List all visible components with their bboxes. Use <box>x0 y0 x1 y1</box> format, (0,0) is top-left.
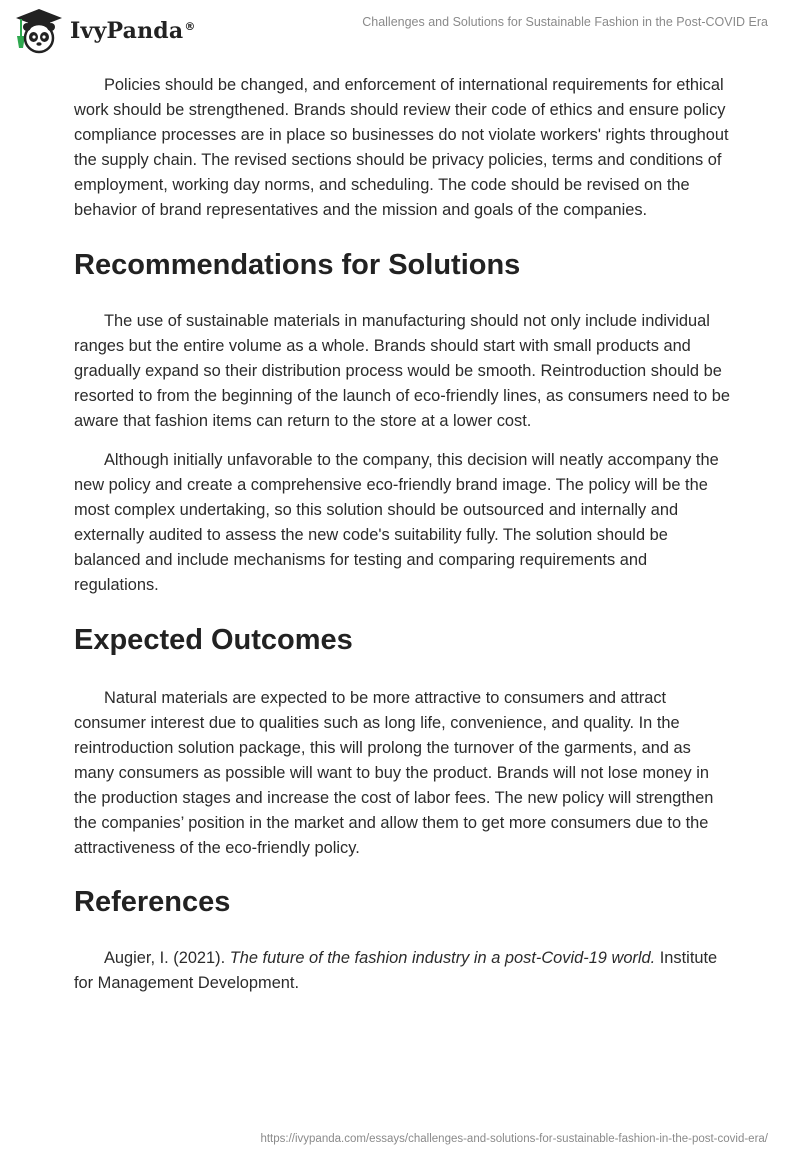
references-heading: References <box>74 886 231 918</box>
panda-graduation-cap-icon <box>14 8 64 54</box>
recommendations-paragraph-2: Although initially unfavorable to the company, this decision will neatly accompany the new policy and create a comprehensive eco-friendly brand image. The policy will be the most complex undertaking, so this solution should be outsourced and internally and externally audited to assess the new code's suitability fully. The solution should be balanced and include mechanisms for testing and comparing requirements and regulations. <box>74 451 719 594</box>
essay-content <box>74 73 734 996</box>
registered-mark: ® <box>184 19 196 33</box>
page-header <box>0 0 800 60</box>
footer-url[interactable]: https://ivypanda.com/essays/challenges-and-solutions-for-sustainable-fashion-in-the-post-covid-era/ <box>260 1133 768 1145</box>
intro-paragraph: Policies should be changed, and enforcement of international requirements for ethical work should be strengthened. Brands should review their code of ethics and ensure policy compliance processes are in place so businesses do not violate workers' rights throughout the supply chain. The revised sections should be privacy policies, terms and conditions of employment, working day norms, and scheduling. The code should be revised on the behavior of brand representatives and the mission and goals of the companies. <box>74 76 729 219</box>
reference-author-year: Augier, I. (2021). <box>104 949 230 967</box>
reference-title: The future of the fashion industry in a post-Covid-19 world. <box>229 949 656 967</box>
logo-wordmark: IvyPanda® <box>70 18 196 44</box>
ivypanda-logo[interactable] <box>14 8 196 54</box>
document-title: Challenges and Solutions for Sustainable Fashion in the Post-COVID Era <box>362 15 768 29</box>
recommendations-heading: Recommendations for Solutions <box>74 249 521 281</box>
recommendations-paragraph-1: The use of sustainable materials in manufacturing should not only include individual ranges but the entire volume as a whole. Brands should start with small products and gradually expand so their distribution process would be smooth. Reintroduction should be resorted to from the beginning of the launch of eco-friendly lines, as consumers need to be aware that fashion items can return to the store at a lower cost. <box>74 312 731 430</box>
outcomes-paragraph: Natural materials are expected to be more attractive to consumers and attract consumer interest due to qualities such as long life, convenience, and quality. In the reintroduction solution package, this will prolong the turnover of the garments, and as many consumers as possible will want to buy the product. Brands will not lose money in the production stages and increase the cost of labor fees. The new policy will strengthen the companies’ position in the market and allow them to get more consumers due to the attractiveness of the eco-friendly policy. <box>74 689 714 857</box>
reference-entry <box>74 946 734 996</box>
reference-publisher: Institute for Management Development. <box>74 949 718 992</box>
outcomes-heading: Expected Outcomes <box>74 624 353 656</box>
